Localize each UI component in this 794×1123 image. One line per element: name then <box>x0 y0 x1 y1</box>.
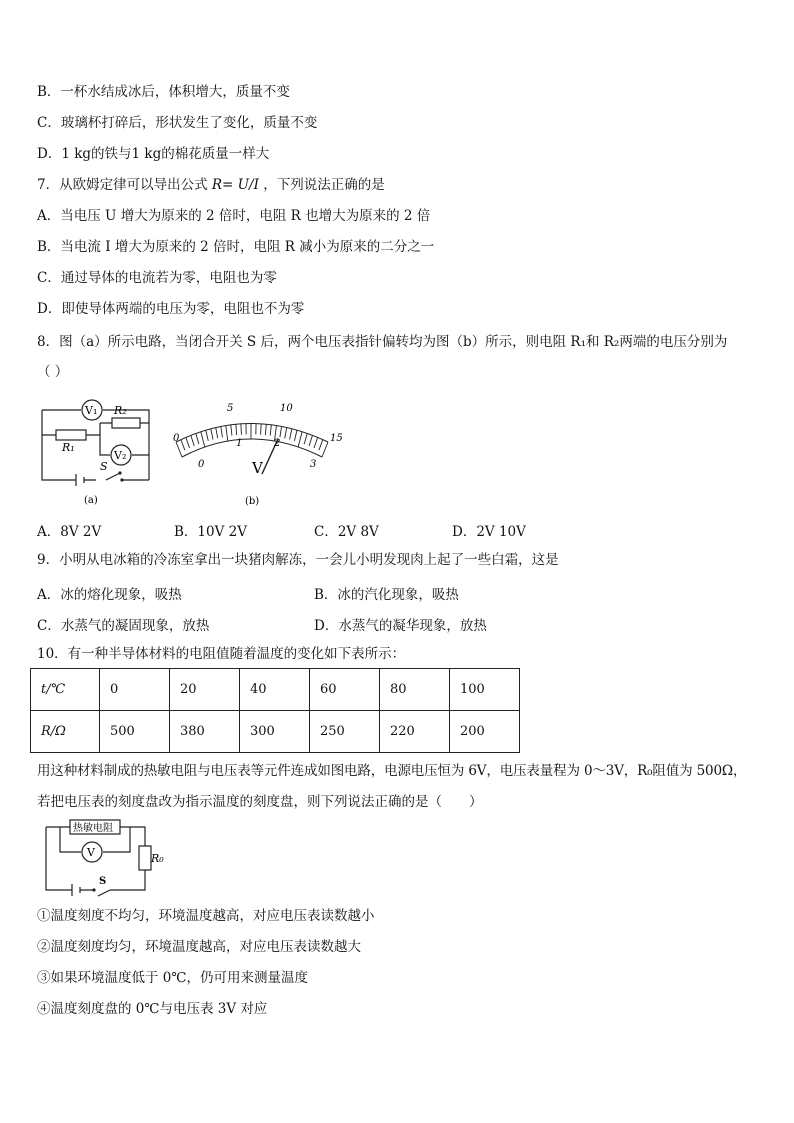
q9-option-c: C．水蒸气的凝固现象，放热 <box>37 618 210 634</box>
fig-a-caption: (a) <box>84 495 98 506</box>
dial-tick <box>241 424 242 435</box>
q7-option-b: B．当电流 I 增大为原来的 2 倍时，电阻 R 减小为原来的二分之一 <box>37 239 435 255</box>
top-scale-0: 0 <box>173 433 180 444</box>
top-scale-5: 5 <box>227 403 234 414</box>
dial-tick <box>201 432 205 447</box>
table-cell: 250 <box>310 711 380 753</box>
q7-option-d: D．即使导体两端的电压为零，电阻也不为零 <box>37 301 305 317</box>
table-cell: 300 <box>240 711 310 753</box>
q7-stem-post: ，下列说法正确的是 <box>258 177 385 193</box>
bottom-scale-3: 3 <box>310 459 317 470</box>
dial-tick <box>261 424 262 435</box>
q8-option-a: A．8V 2V <box>37 524 102 540</box>
q9-options-row2 <box>37 614 487 634</box>
table-cell: 40 <box>240 669 310 711</box>
q6-option-b: B．一杯水结成冰后，体积增大，质量不变 <box>37 84 290 100</box>
q7-formula: R= U/I <box>211 177 259 193</box>
dial-tick <box>322 442 328 457</box>
dial-tick <box>196 433 199 444</box>
resistance-temperature-table <box>30 668 520 753</box>
switch-label: S <box>99 876 107 887</box>
dial-tick <box>270 425 271 436</box>
table-cell: t/℃ <box>31 669 100 711</box>
q10-statement-2: ②温度刻度均匀，环境温度越高，对应电压表读数越大 <box>37 939 361 955</box>
q10-circuit-diagram <box>38 818 163 898</box>
table-cell: 20 <box>170 669 240 711</box>
q6-option-c: C．玻璃杯打碎后，形状发生了变化，质量不变 <box>37 115 318 131</box>
q10-para2: 若把电压表的刻度盘改为指示温度的刻度盘，则下列说法正确的是（ ） <box>37 794 483 810</box>
dial-tick <box>181 440 185 451</box>
dial-tick <box>304 433 307 444</box>
table-cell: 200 <box>450 711 520 753</box>
dial-tick <box>231 425 232 436</box>
dial-tick <box>236 424 237 435</box>
q8-circuit-diagram <box>36 395 156 510</box>
v1-label: V₁ <box>85 404 98 417</box>
table-cell: R/Ω <box>31 711 100 753</box>
fig-b-caption: (b) <box>245 496 260 507</box>
table-row-temperature <box>31 669 520 711</box>
dial-tick <box>314 437 318 448</box>
bottom-scale-1: 1 <box>236 438 243 449</box>
q8-option-b: B．10V 2V <box>174 524 247 540</box>
table-cell: 100 <box>450 669 520 711</box>
table-row-resistance <box>31 711 520 753</box>
q9-option-b: B．冰的汽化现象，吸热 <box>314 587 459 603</box>
q8-option-d: D．2V 10V <box>452 524 526 540</box>
q10-statement-1: ①温度刻度不均匀，环境温度越高，对应电压表读数越小 <box>37 908 375 924</box>
q10-statement-3: ③如果环境温度低于 0℃，仍可用来测量温度 <box>37 970 308 986</box>
dial-tick <box>176 442 182 457</box>
q7-stem <box>37 176 385 194</box>
switch-label: S <box>100 460 108 473</box>
table-cell: 0 <box>100 669 170 711</box>
q9-stem: 9．小明从电冰箱的冷冻室拿出一块猪肉解冻，一会儿小明发现肉上起了一些白霜，这是 <box>37 552 559 568</box>
q6-option-d: D．1 kg的铁与1 kg的棉花质量一样大 <box>37 146 270 162</box>
q9-options-row1 <box>37 583 459 603</box>
dial-tick <box>216 428 218 439</box>
table-cell: 60 <box>310 669 380 711</box>
voltmeter-label: V <box>87 846 95 859</box>
dial-tick <box>280 426 282 437</box>
top-scale-10: 10 <box>280 403 293 414</box>
r2-label: R₂ <box>114 404 127 417</box>
table-cell: 380 <box>170 711 240 753</box>
q8-stem: 8．图（a）所示电路，当闭合开关 S 后，两个电压表指针偏转均为图（b）所示，则电阻 R₁和 R₂两端的电压分别为 <box>37 334 728 350</box>
dial-tick <box>191 435 194 446</box>
q10-stem: 10．有一种半导体材料的电阻值随着温度的变化如下表所示： <box>37 646 406 662</box>
dial-tick <box>265 424 266 435</box>
q8-options <box>37 520 526 540</box>
q9-option-d: D．水蒸气的凝华现象，放热 <box>314 618 487 634</box>
q10-para1: 用这种材料制成的热敏电阻与电压表等元件连成如图电路，电源电压恒为 6V，电压表量程为 0～3V，R₀阻值为 500Ω， <box>37 763 747 779</box>
dial-tick <box>186 437 190 448</box>
q10-statement-4: ④温度刻度盘的 0℃与电压表 3V 对应 <box>37 1001 268 1017</box>
dial-tick <box>298 432 302 447</box>
bottom-scale-2: 2 <box>274 438 281 449</box>
dial-tick <box>206 430 209 441</box>
dial-tick <box>221 426 223 437</box>
v2-label: V₂ <box>114 449 127 462</box>
q7-option-c: C．通过导体的电流若为零，电阻也为零 <box>37 270 277 286</box>
r1-label: R₁ <box>62 441 75 454</box>
top-scale-15: 15 <box>330 433 343 444</box>
q7-option-a: A．当电压 U 增大为原来的 2 倍时，电阻 R 也增大为原来的 2 倍 <box>37 208 431 224</box>
dial-unit: V <box>252 459 263 477</box>
bottom-scale-0: 0 <box>198 459 205 470</box>
q8-paren: （ ） <box>37 364 69 380</box>
dial-tick <box>211 429 213 440</box>
dial-tick <box>294 430 297 441</box>
dial-tick <box>285 428 287 439</box>
thermistor-label: 热敏电阻 <box>73 823 113 834</box>
table-cell: 80 <box>380 669 450 711</box>
dial-tick <box>290 429 292 440</box>
q8-option-c: C．2V 8V <box>314 524 379 540</box>
table-cell: 500 <box>100 711 170 753</box>
q9-option-a: A．冰的熔化现象，吸热 <box>37 587 182 603</box>
q8-voltmeter-dial <box>170 397 343 512</box>
r0-label: R₀ <box>151 852 164 865</box>
dial-tick <box>226 426 228 441</box>
dial-tick <box>319 440 323 451</box>
table-cell: 220 <box>380 711 450 753</box>
dial-tick <box>309 435 312 446</box>
q7-stem-pre: 7．从欧姆定律可以导出公式 <box>37 177 212 193</box>
